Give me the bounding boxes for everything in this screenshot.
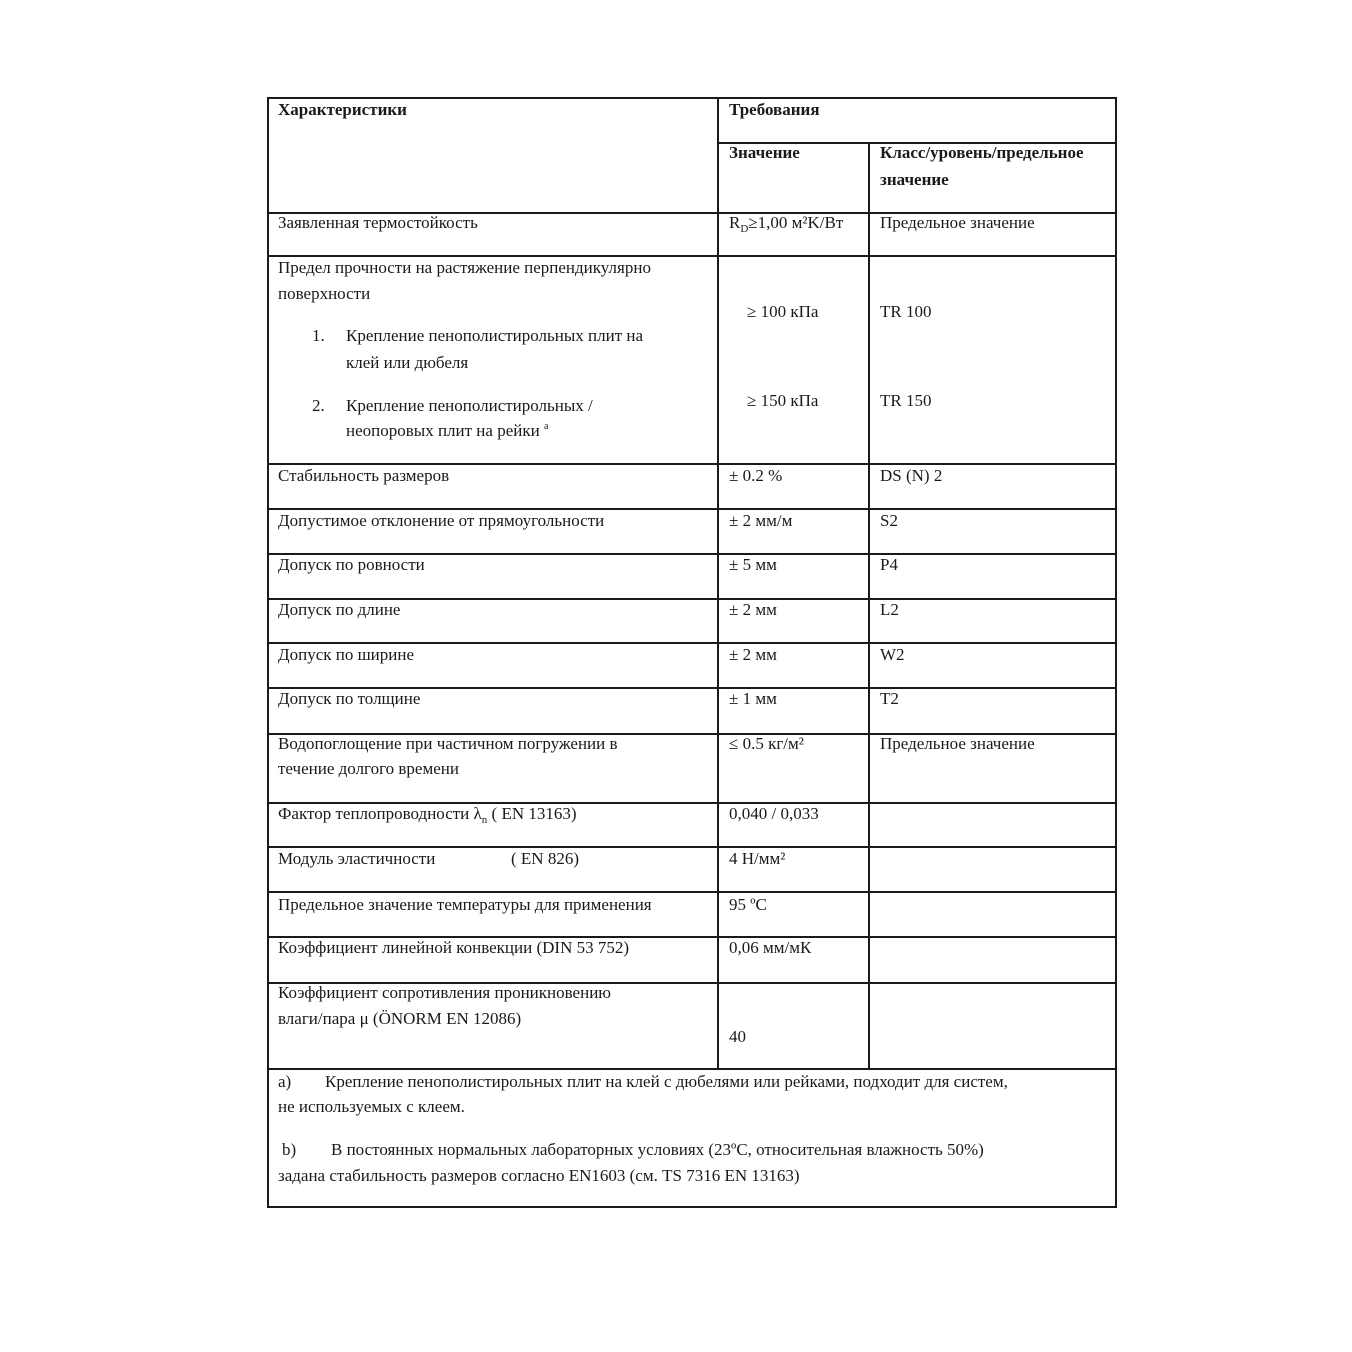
row-name: Предел прочности на растяжение перпендикулярно: [278, 258, 651, 277]
footnote-ref: a: [543, 421, 549, 432]
row-name-ref: ( EN 826): [511, 849, 579, 868]
row-value: ± 2 мм: [729, 600, 777, 619]
footnote-marker: a): [278, 1072, 292, 1091]
row-class: Предельное значение: [880, 734, 1035, 753]
list-item-number: 1.: [312, 326, 325, 345]
row-value: 0,040 / 0,033: [729, 804, 819, 823]
row-name: Заявленная термостойкость: [278, 213, 478, 232]
row-name: Предельное значение температуры для применения: [278, 895, 652, 914]
row-value: 95 ºC: [729, 895, 767, 914]
column-divider-2: [868, 142, 870, 1070]
list-item: Крепление пенополистирольных /: [346, 396, 593, 415]
row-value: ≥ 100 кПа: [747, 302, 819, 321]
list-item: Крепление пенополистирольных плит на: [346, 326, 644, 345]
footnote-cont: не используемых с клеем.: [278, 1097, 465, 1116]
row-value: ± 0.2 %: [729, 466, 783, 485]
row-name: Допуск по ширине: [278, 645, 415, 664]
row-name: Допуск по ровности: [278, 555, 425, 574]
row-value: ± 2 мм/м: [729, 511, 793, 530]
row-name: Коэффициент линейной конвекции (DIN 53 752): [278, 938, 630, 957]
row-name: Водопоглощение при частичном погружении в: [278, 734, 618, 753]
row-name: Допуск по толщине: [278, 689, 421, 708]
row-value: ≥ 150 кПа: [747, 391, 819, 410]
row-name: Стабильность размеров: [278, 466, 450, 485]
row-name-cont: течение долгого времени: [278, 759, 459, 778]
row-value: ± 1 мм: [729, 689, 777, 708]
header-requirements: Требования: [729, 100, 820, 119]
row-class: S2: [880, 511, 898, 530]
footnote: В постоянных нормальных лабораторных условиях (23ºC, относительная влажность 50%): [331, 1140, 984, 1159]
footnote: Крепление пенополистирольных плит на клей с дюбелями или рейками, подходит для систем,: [325, 1072, 1008, 1091]
header-characteristics: Характеристики: [278, 100, 407, 119]
row-name: Допустимое отклонение от прямоугольности: [278, 511, 605, 530]
row-value: 40: [729, 1027, 746, 1046]
row-class: Предельное значение: [880, 213, 1035, 232]
row-value: ± 5 мм: [729, 555, 777, 574]
row-value: ± 2 мм: [729, 645, 777, 664]
row-name: Фактор теплопроводности $\lambda_n$ ( EN 13163): [278, 804, 577, 826]
row-class: W2: [880, 645, 905, 664]
row-value: 4 Н/мм²: [729, 849, 786, 868]
row-name: Допуск по длине: [278, 600, 401, 619]
row-value: ≤ 0.5 кг/м²: [729, 734, 804, 753]
row-class: L2: [880, 600, 899, 619]
footnote-cont: задана стабильность размеров согласно EN1603 (см. TS 7316 EN 13163): [278, 1166, 800, 1185]
row-class: DS (N) 2: [880, 466, 943, 485]
header-value: Значение: [729, 143, 800, 162]
list-item-cont: клей или дюбеля: [346, 353, 469, 372]
column-divider-1: [717, 97, 719, 1070]
header-class-cont: значение: [880, 170, 949, 189]
row-name: Модуль эластичности: [278, 849, 436, 868]
row-class: TR 150: [880, 391, 932, 410]
row-class: T2: [880, 689, 899, 708]
row-name-cont: поверхности: [278, 284, 371, 303]
row-name-cont: влаги/пара μ (ÖNORM EN 12086): [278, 1009, 522, 1028]
list-item-number: 2.: [312, 396, 325, 415]
header-class: Класс/уровень/предельное: [880, 143, 1084, 162]
row-class: TR 100: [880, 302, 932, 321]
row-value: $R_D\ge 1,00$ м²K/Вт: [729, 213, 844, 235]
row-value: 0,06 мм/мК: [729, 938, 812, 957]
list-item-cont: неопоровых плит на рейки $^a$: [346, 421, 549, 440]
row-name: Коэффициент сопротивления проникновению: [278, 983, 612, 1002]
row-class: P4: [880, 555, 898, 574]
footnote-marker: b): [282, 1140, 297, 1159]
